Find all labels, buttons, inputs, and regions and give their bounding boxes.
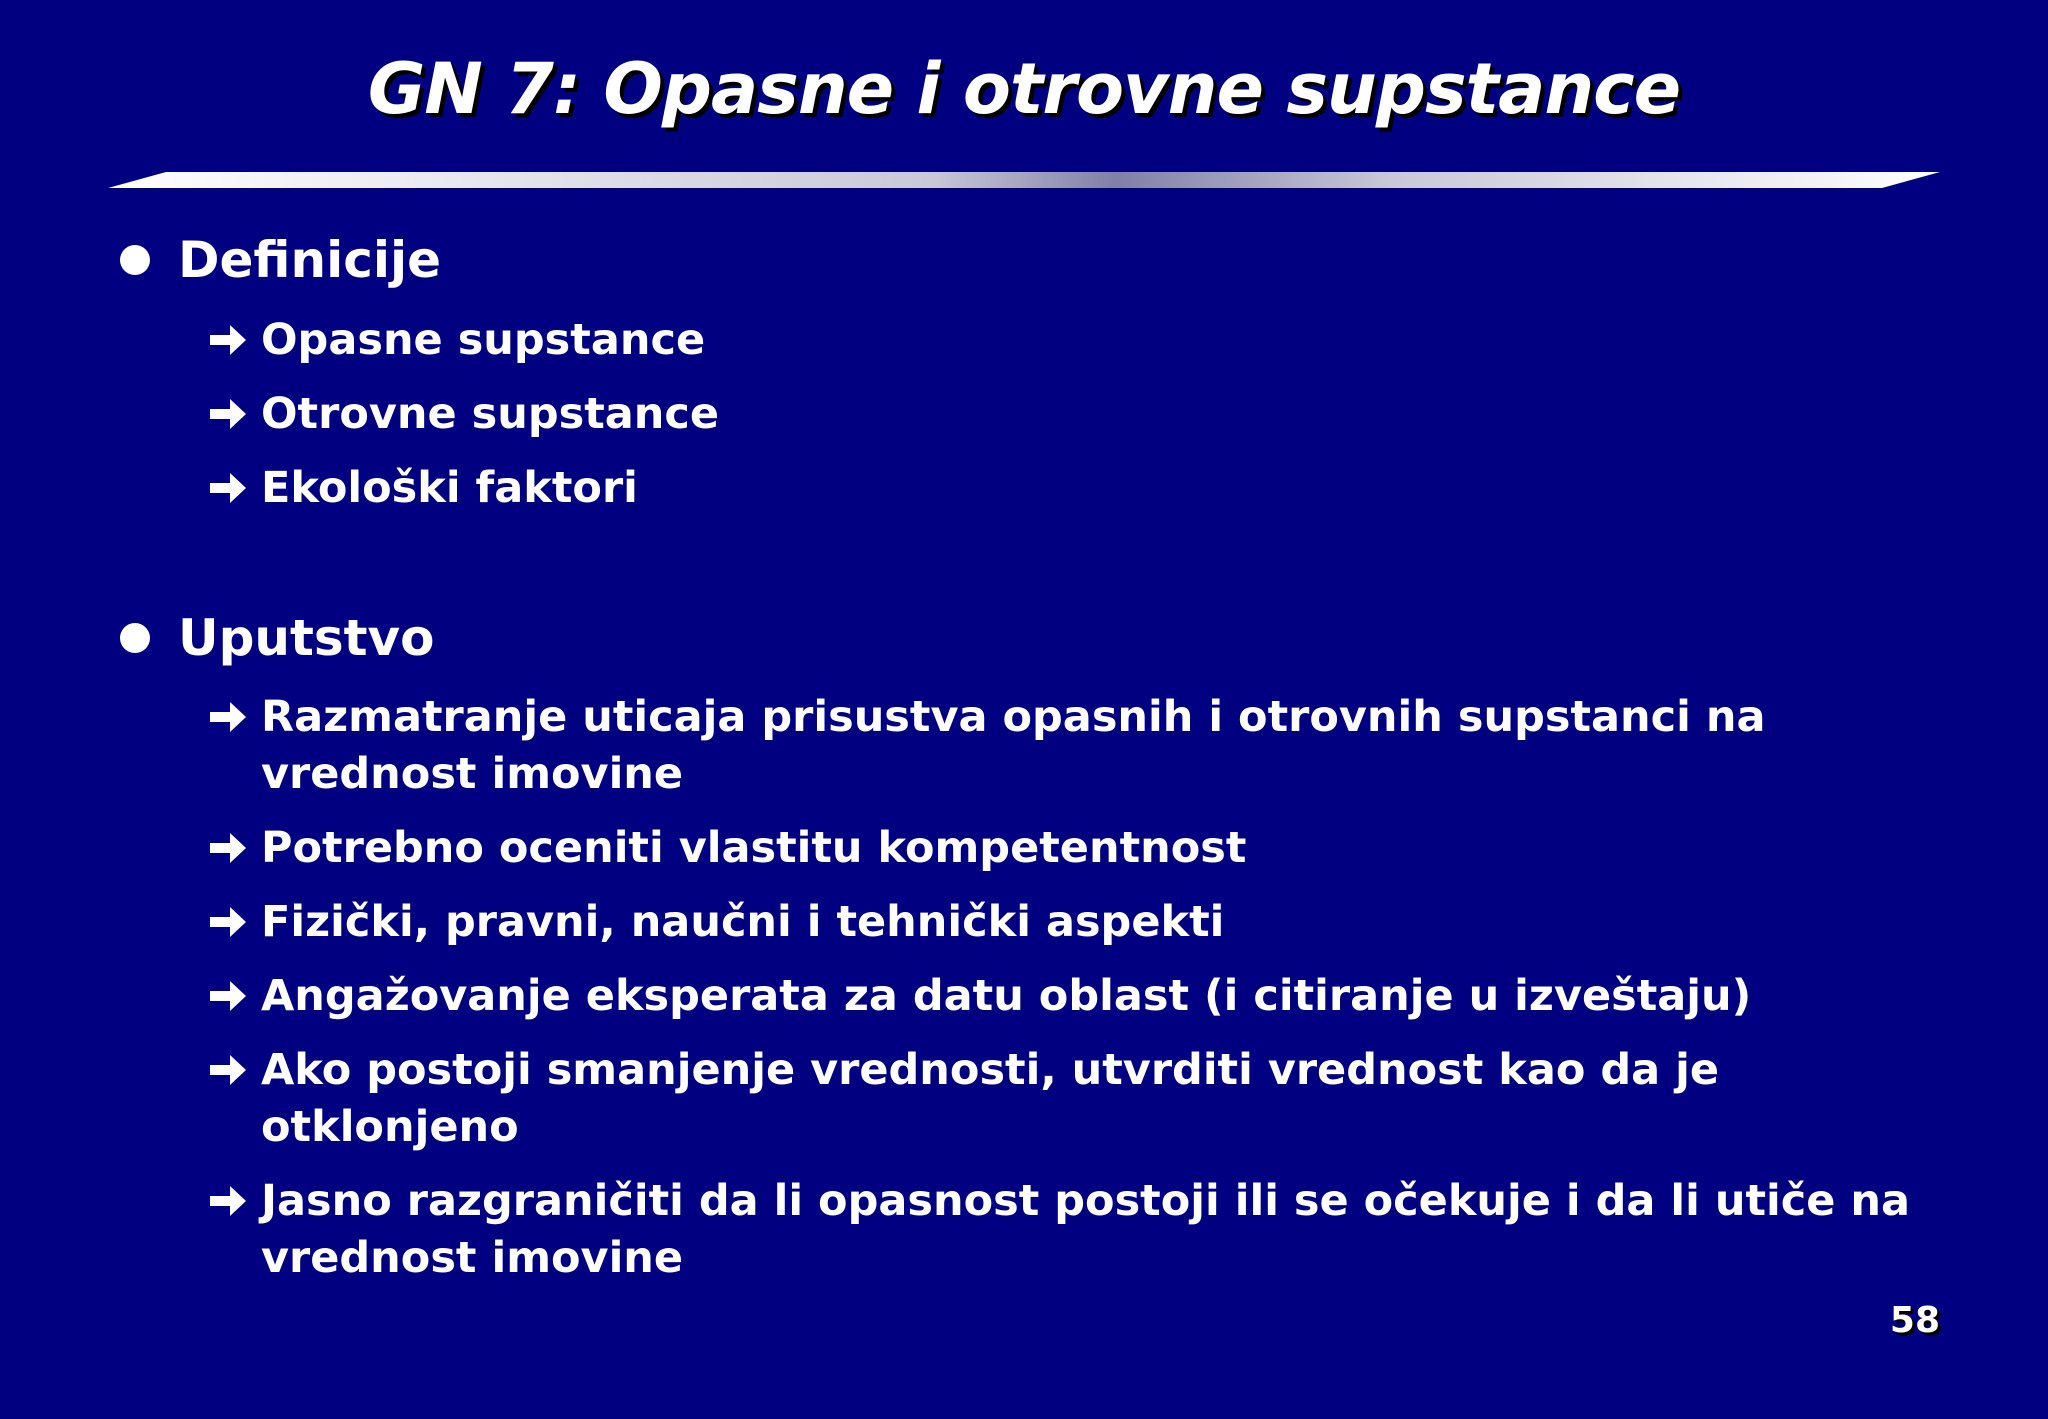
bullet-heading: Definicije [178,231,442,289]
slide-title: GN 7: Opasne i otrovne supstance [367,48,1681,130]
sub-item-text: Ekološki faktori [261,463,638,513]
sub-item-text: Otrovne supstance [261,389,720,439]
sub-item [205,820,1941,877]
right-arrow-icon [205,460,251,516]
bullet-definicije [120,230,441,290]
round-bullet-icon [120,245,150,275]
bullet-uputstvo [120,608,435,668]
sub-item [205,312,1941,369]
sub-item-text: Potrebno oceniti vlastitu kompetentnost [261,823,1247,873]
right-arrow-icon [205,1173,251,1229]
right-arrow-icon [205,386,251,442]
sub-item [205,894,1941,951]
right-arrow-icon [205,1042,251,1098]
sub-item [205,689,1941,803]
sub-item-text: Jasno razgraničiti da li opasnost postoji ili se očekuje i da li utiče na vrednost imovine [261,1176,1910,1283]
right-arrow-icon [205,820,251,876]
sub-item [205,968,1941,1025]
sub-item-text: Opasne supstance [261,315,706,365]
sub-item [205,460,1941,517]
round-bullet-icon [120,623,150,653]
sub-item-text: Ako postoji smanjenje vrednosti, utvrditi vrednost kao da je otklonjeno [261,1045,1720,1152]
right-arrow-icon [205,689,251,745]
sub-item-text: Fizički, pravni, naučni i tehnički aspekti [261,897,1225,947]
sub-item [205,1042,1941,1156]
right-arrow-icon [205,968,251,1024]
page-number: 58 [1889,1300,1940,1341]
right-arrow-icon [205,312,251,368]
sub-item-text: Razmatranje uticaja prisustva opasnih i otrovnih supstanci na vrednost imovine [261,692,1766,799]
bullet-heading: Uputstvo [178,609,435,667]
sub-item [205,386,1941,443]
sub-item [205,1173,1941,1287]
sub-item-text: Angažovanje eksperata za datu oblast (i citiranje u izveštaju) [261,971,1752,1021]
right-arrow-icon [205,894,251,950]
